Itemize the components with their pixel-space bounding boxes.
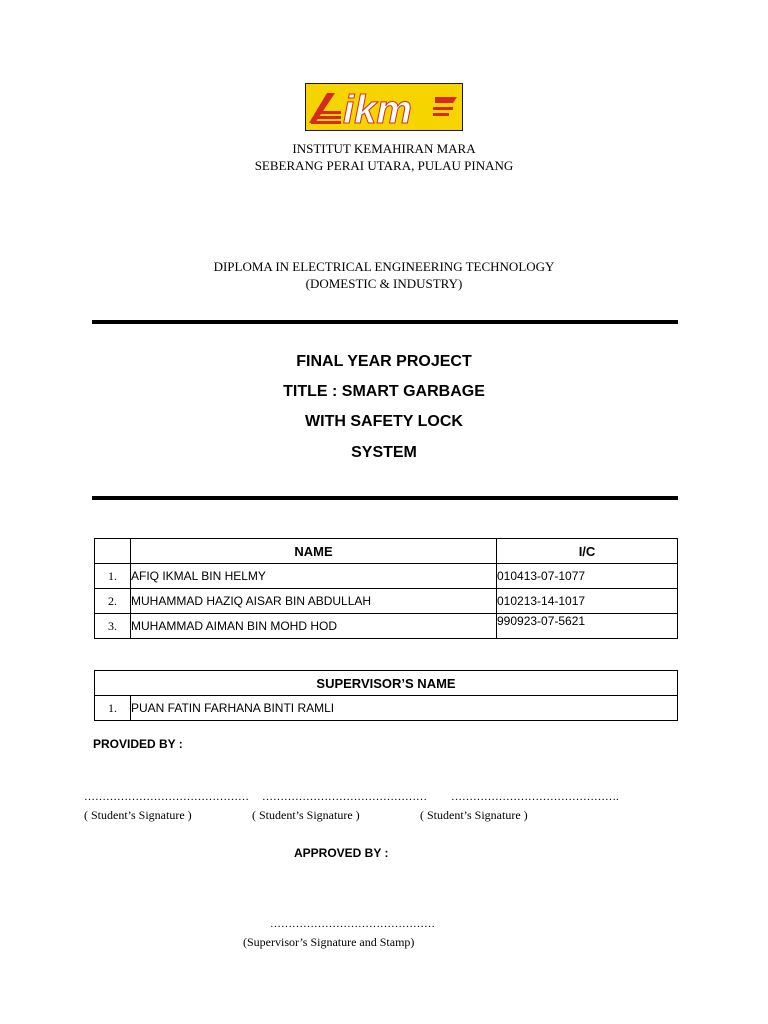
student-signature-2: ( Student’s Signature ) [252,808,360,822]
supervisor-table-header [95,671,678,696]
signature-line-3: ………………………………………. [451,791,619,803]
project-heading: FINAL YEAR PROJECT [296,353,472,370]
students-table [94,538,678,639]
project-title-line3: SYSTEM [351,444,417,461]
supervisor-header: SUPERVISOR’S NAME [95,671,678,696]
supervisor-signature-line: ……………………………………… [270,918,435,930]
program-subtitle: (DOMESTIC & INDUSTRY) [305,276,463,291]
row-number: 1. [95,696,131,721]
project-title-line1: TITLE : SMART GARBAGE [283,383,485,400]
project-title-line2: WITH SAFETY LOCK [305,413,463,430]
supervisor-signature: (Supervisor’s Signature and Stamp) [243,935,415,949]
table-row [95,589,678,614]
row-number: 1. [95,564,131,589]
signature-line-2: ……………………………………… [262,791,427,803]
logo-lettering: ikm [343,88,412,131]
table-row [95,696,678,721]
provided-by-label: PROVIDED BY : [93,737,183,751]
table-row [95,614,678,639]
top-divider [92,320,678,324]
student-signature-1: ( Student’s Signature ) [84,808,192,822]
name-header: NAME [131,539,497,564]
approved-by-label: APPROVED BY : [294,846,389,860]
table-row [95,564,678,589]
institution-name: INSTITUT KEMAHIRAN MARA [292,141,476,156]
institution-location: SEBERANG PERAI UTARA, PULAU PINANG [254,158,514,173]
ic-header: I/C [497,539,678,564]
student-name: AFIQ IKMAL BIN HELMY [131,564,497,589]
row-number: 3. [95,614,131,639]
signature-line-1: ……………………………………… [84,791,249,803]
number-header [95,539,131,564]
student-name: MUHAMMAD AIMAN BIN MOHD HOD [131,614,497,639]
bottom-divider [92,496,678,500]
ikm-logo [305,83,463,131]
row-number: 2. [95,589,131,614]
student-signature-3: ( Student’s Signature ) [420,808,528,822]
supervisor-name: PUAN FATIN FARHANA BINTI RAMLI [131,696,678,721]
student-ic: 010413-07-1077 [497,564,678,589]
student-ic: 010213-14-1017 [497,589,678,614]
students-table-header [95,539,678,564]
supervisor-table [94,670,678,721]
student-name: MUHAMMAD HAZIQ AISAR BIN ABDULLAH [131,589,497,614]
program-title: DIPLOMA IN ELECTRICAL ENGINEERING TECHNOLOGY [213,259,555,274]
student-ic: 990923-07-5621 [497,614,678,639]
